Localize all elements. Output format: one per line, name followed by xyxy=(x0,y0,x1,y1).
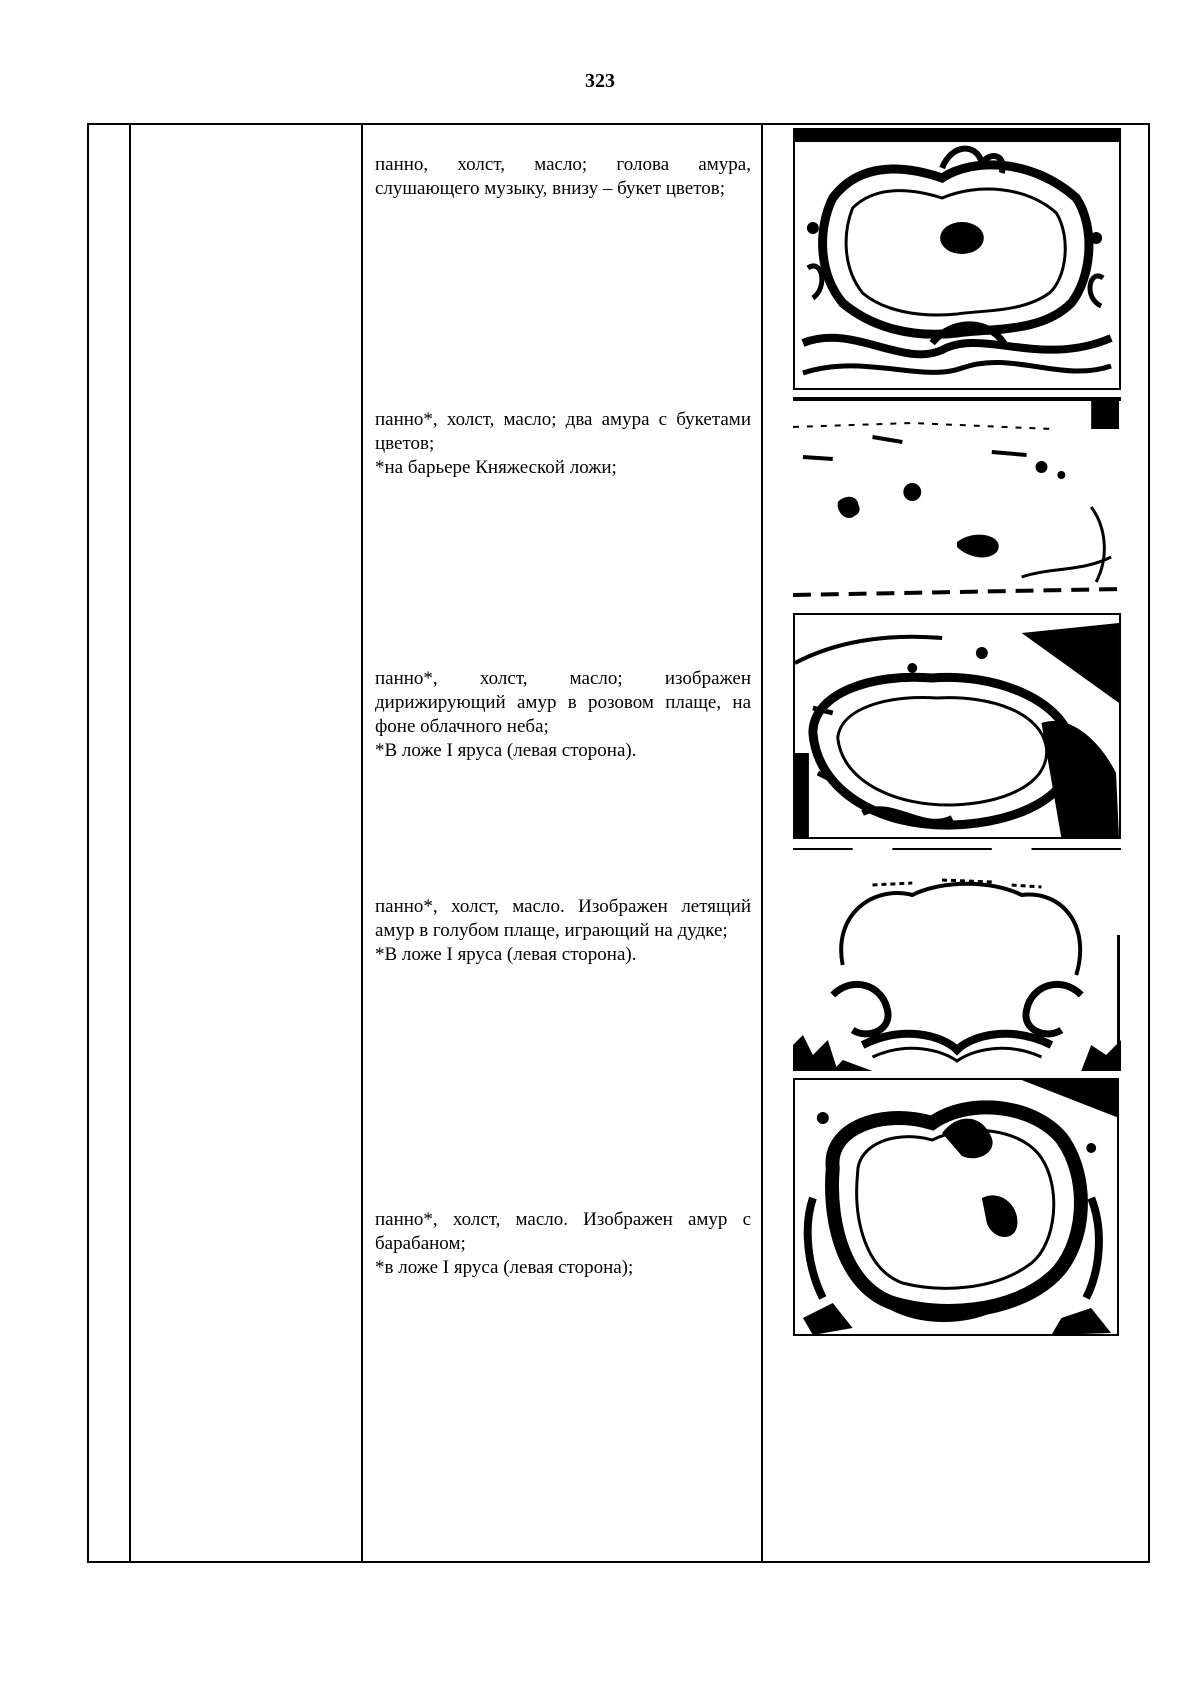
entry-3-line-1: панно*, холст, масло; изображен дирижирующий амур в розовом плаще, на фоне облачного неба; xyxy=(375,668,751,737)
entry-4-line-1: панно*, холст, масло. Изображен летящий амур в голубом плаще, играющий на дудке; xyxy=(375,896,751,941)
photo-cupid-drum xyxy=(793,1078,1121,1336)
entry-5-line-2: *в ложе I яруса (левая сторона); xyxy=(375,1257,634,1278)
entry-5-text xyxy=(375,1208,751,1280)
table-row xyxy=(88,124,1149,1562)
entry-5-line-1: панно*, холст, масло. Изображен амур с барабаном; xyxy=(375,1209,751,1254)
entry-3-line-2: *В ложе I яруса (левая сторона). xyxy=(375,740,637,761)
entry-2-line-1: панно*, холст, масло; два амура с букетами цветов; xyxy=(375,409,751,454)
entry-2-line-2: *на барьере Княжеской ложи; xyxy=(375,457,617,478)
description-cell xyxy=(362,124,762,1562)
entry-4-text xyxy=(375,895,751,967)
photo-two-cupids xyxy=(793,397,1121,602)
entry-3-text xyxy=(375,667,751,763)
photo-flying-cupid xyxy=(793,845,1121,1071)
image-cell xyxy=(762,124,1149,1562)
entry-1-line-1: панно, холст, масло; голова амура, слушающего музыку, внизу – букет цветов; xyxy=(375,154,751,199)
title-cell xyxy=(130,124,362,1562)
photo-cupid-listening xyxy=(793,128,1121,390)
photo-conducting-cupid xyxy=(793,613,1121,839)
entry-2-text xyxy=(375,408,751,480)
page-number: 323 xyxy=(585,70,615,92)
inventory-table xyxy=(87,123,1150,1563)
number-cell xyxy=(88,124,130,1562)
entry-4-line-2: *В ложе I яруса (левая сторона). xyxy=(375,944,637,965)
entry-1-text xyxy=(375,153,751,201)
